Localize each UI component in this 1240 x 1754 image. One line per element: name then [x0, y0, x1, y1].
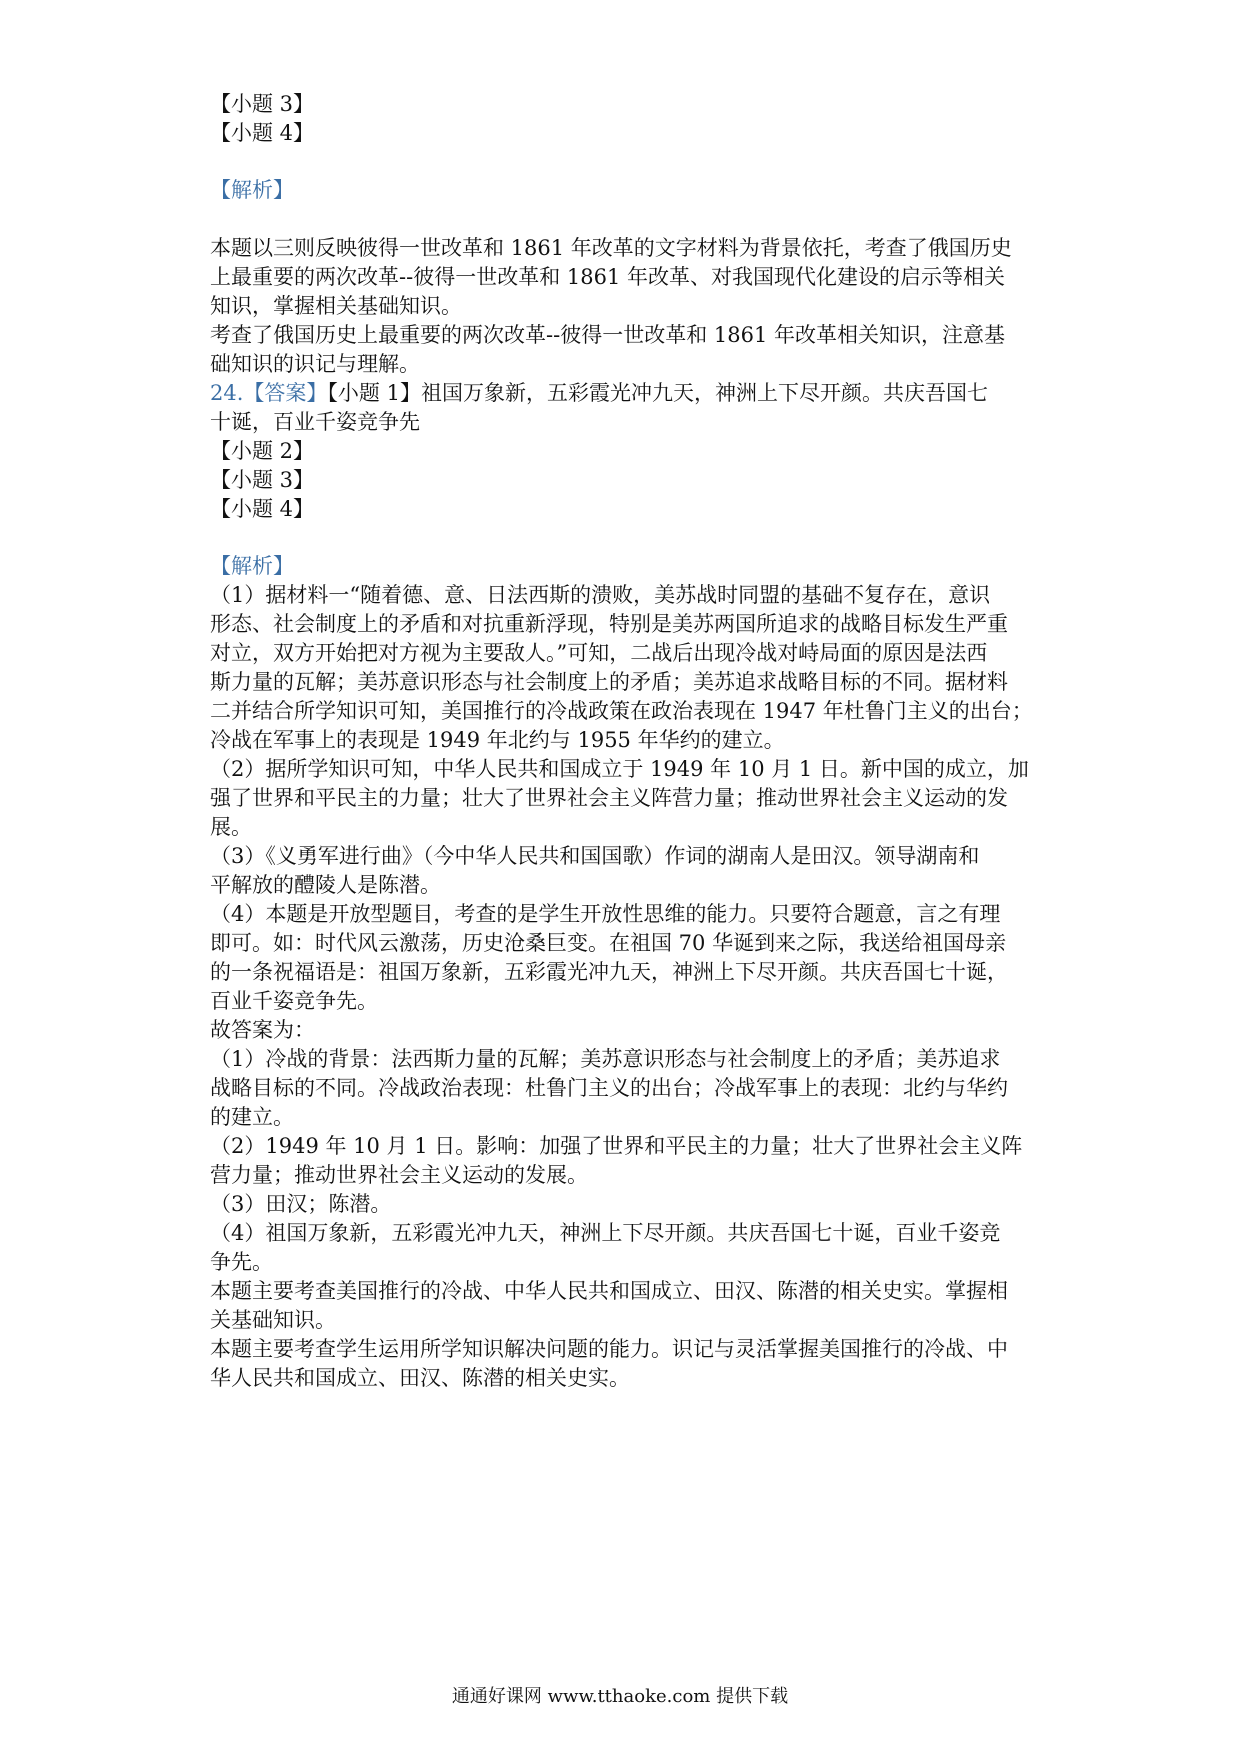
- text-line: 【小题 3】: [210, 92, 315, 116]
- text-line: 华人民共和国成立、田汉、陈潜的相关史实。: [210, 1366, 630, 1390]
- text-line: （1）冷战的背景：法西斯力量的瓦解；美苏意识形态与社会制度上的矛盾；美苏追求: [210, 1047, 1001, 1071]
- text-line: （3）田汉；陈潜。: [210, 1192, 392, 1216]
- text-line: 的一条祝福语是：祖国万象新，五彩霞光冲九天，神洲上下尽开颜。共庆吾国七十诞，: [210, 960, 1008, 984]
- text-line: 考查了俄国历史上最重要的两次改革--彼得一世改革和 1861 年改革相关知识，注意基: [210, 323, 1005, 347]
- text-line: 故答案为：: [210, 1018, 315, 1042]
- text-line: 即可。如：时代风云激荡，历史沧桑巨变。在祖国 70 华诞到来之际，我送给祖国母亲: [210, 931, 1007, 955]
- text-line: 展。: [210, 815, 252, 839]
- text-line: 础知识的识记与理解。: [210, 352, 420, 376]
- text-line: 本题主要考查美国推行的冷战、中华人民共和国成立、田汉、陈潜的相关史实。掌握相: [210, 1279, 1008, 1303]
- text-line: 二并结合所学知识可知，美国推行的冷战政策在政治表现在 1947 年杜鲁门主义的出台；: [210, 699, 1033, 723]
- text-line: 【小题 2】: [210, 439, 315, 463]
- text-line: 的建立。: [210, 1105, 294, 1129]
- text-line: 【小题 4】: [210, 121, 315, 145]
- text-line: 上最重要的两次改革--彼得一世改革和 1861 年改革、对我国现代化建设的启示等相关: [210, 265, 1005, 289]
- answer-label: 24.【答案】: [210, 381, 328, 405]
- answer-text: 【小题 1】祖国万象新，五彩霞光冲九天，神洲上下尽开颜。共庆吾国七: [327, 381, 988, 405]
- text-line: 对立，双方开始把对方视为主要敌人。”可知，二战后出现冷战对峙局面的原因是法西: [210, 641, 988, 665]
- text-line: （1）据材料一“随着德、意、日法西斯的溃败，美苏战时同盟的基础不复存在，意识: [210, 583, 991, 607]
- text-line: 【小题 3】: [210, 468, 315, 492]
- text-line: 争先。: [210, 1250, 273, 1274]
- text-line: 营力量；推动世界社会主义运动的发展。: [210, 1163, 588, 1187]
- text-line: 百业千姿竞争先。: [210, 989, 378, 1013]
- text-line: （3）《义勇军进行曲》（今中华人民共和国国歌）作词的湖南人是田汉。领导湖南和: [210, 844, 980, 868]
- text-line: 知识，掌握相关基础知识。: [210, 294, 462, 318]
- text-line: 十诞，百业千姿竞争先: [210, 410, 420, 434]
- text-line: 本题以三则反映彼得一世改革和 1861 年改革的文字材料为背景依托，考查了俄国历史: [210, 236, 1012, 260]
- text-line: 本题主要考查学生运用所学知识解决问题的能力。识记与灵活掌握美国推行的冷战、中: [210, 1337, 1008, 1361]
- text-line: 强了世界和平民主的力量；壮大了世界社会主义阵营力量；推动世界社会主义运动的发: [210, 786, 1008, 810]
- section-label-analysis: 【解析】: [210, 554, 294, 578]
- text-line: （4）本题是开放型题目，考查的是学生开放性思维的能力。只要符合题意，言之有理: [210, 902, 1001, 926]
- text-line: 形态、社会制度上的矛盾和对抗重新浮现，特别是美苏两国所追求的战略目标发生严重: [210, 612, 1008, 636]
- text-line: 【小题 4】: [210, 497, 315, 521]
- text-line: （4）祖国万象新，五彩霞光冲九天，神洲上下尽开颜。共庆吾国七十诞，百业千姿竞: [210, 1221, 1001, 1245]
- text-line: 斯力量的瓦解；美苏意识形态与社会制度上的矛盾；美苏追求战略目标的不同。据材料: [210, 670, 1008, 694]
- text-line: （2）据所学知识可知，中华人民共和国成立于 1949 年 10 月 1 日。新中国的成立，加: [210, 757, 1029, 781]
- text-line: 冷战在军事上的表现是 1949 年北约与 1955 年华约的建立。: [210, 728, 785, 752]
- section-label-analysis: 【解析】: [210, 178, 294, 202]
- text-line: 关基础知识。: [210, 1308, 336, 1332]
- page-footer: 通通好课网 www.tthaoke.com 提供下载: [451, 1686, 789, 1707]
- text-line: （2）1949 年 10 月 1 日。影响：加强了世界和平民主的力量；壮大了世界社会主义阵: [210, 1134, 1023, 1158]
- text-line: 平解放的醴陵人是陈潜。: [210, 873, 441, 897]
- text-line: 战略目标的不同。冷战政治表现：杜鲁门主义的出台；冷战军事上的表现：北约与华约: [210, 1076, 1008, 1100]
